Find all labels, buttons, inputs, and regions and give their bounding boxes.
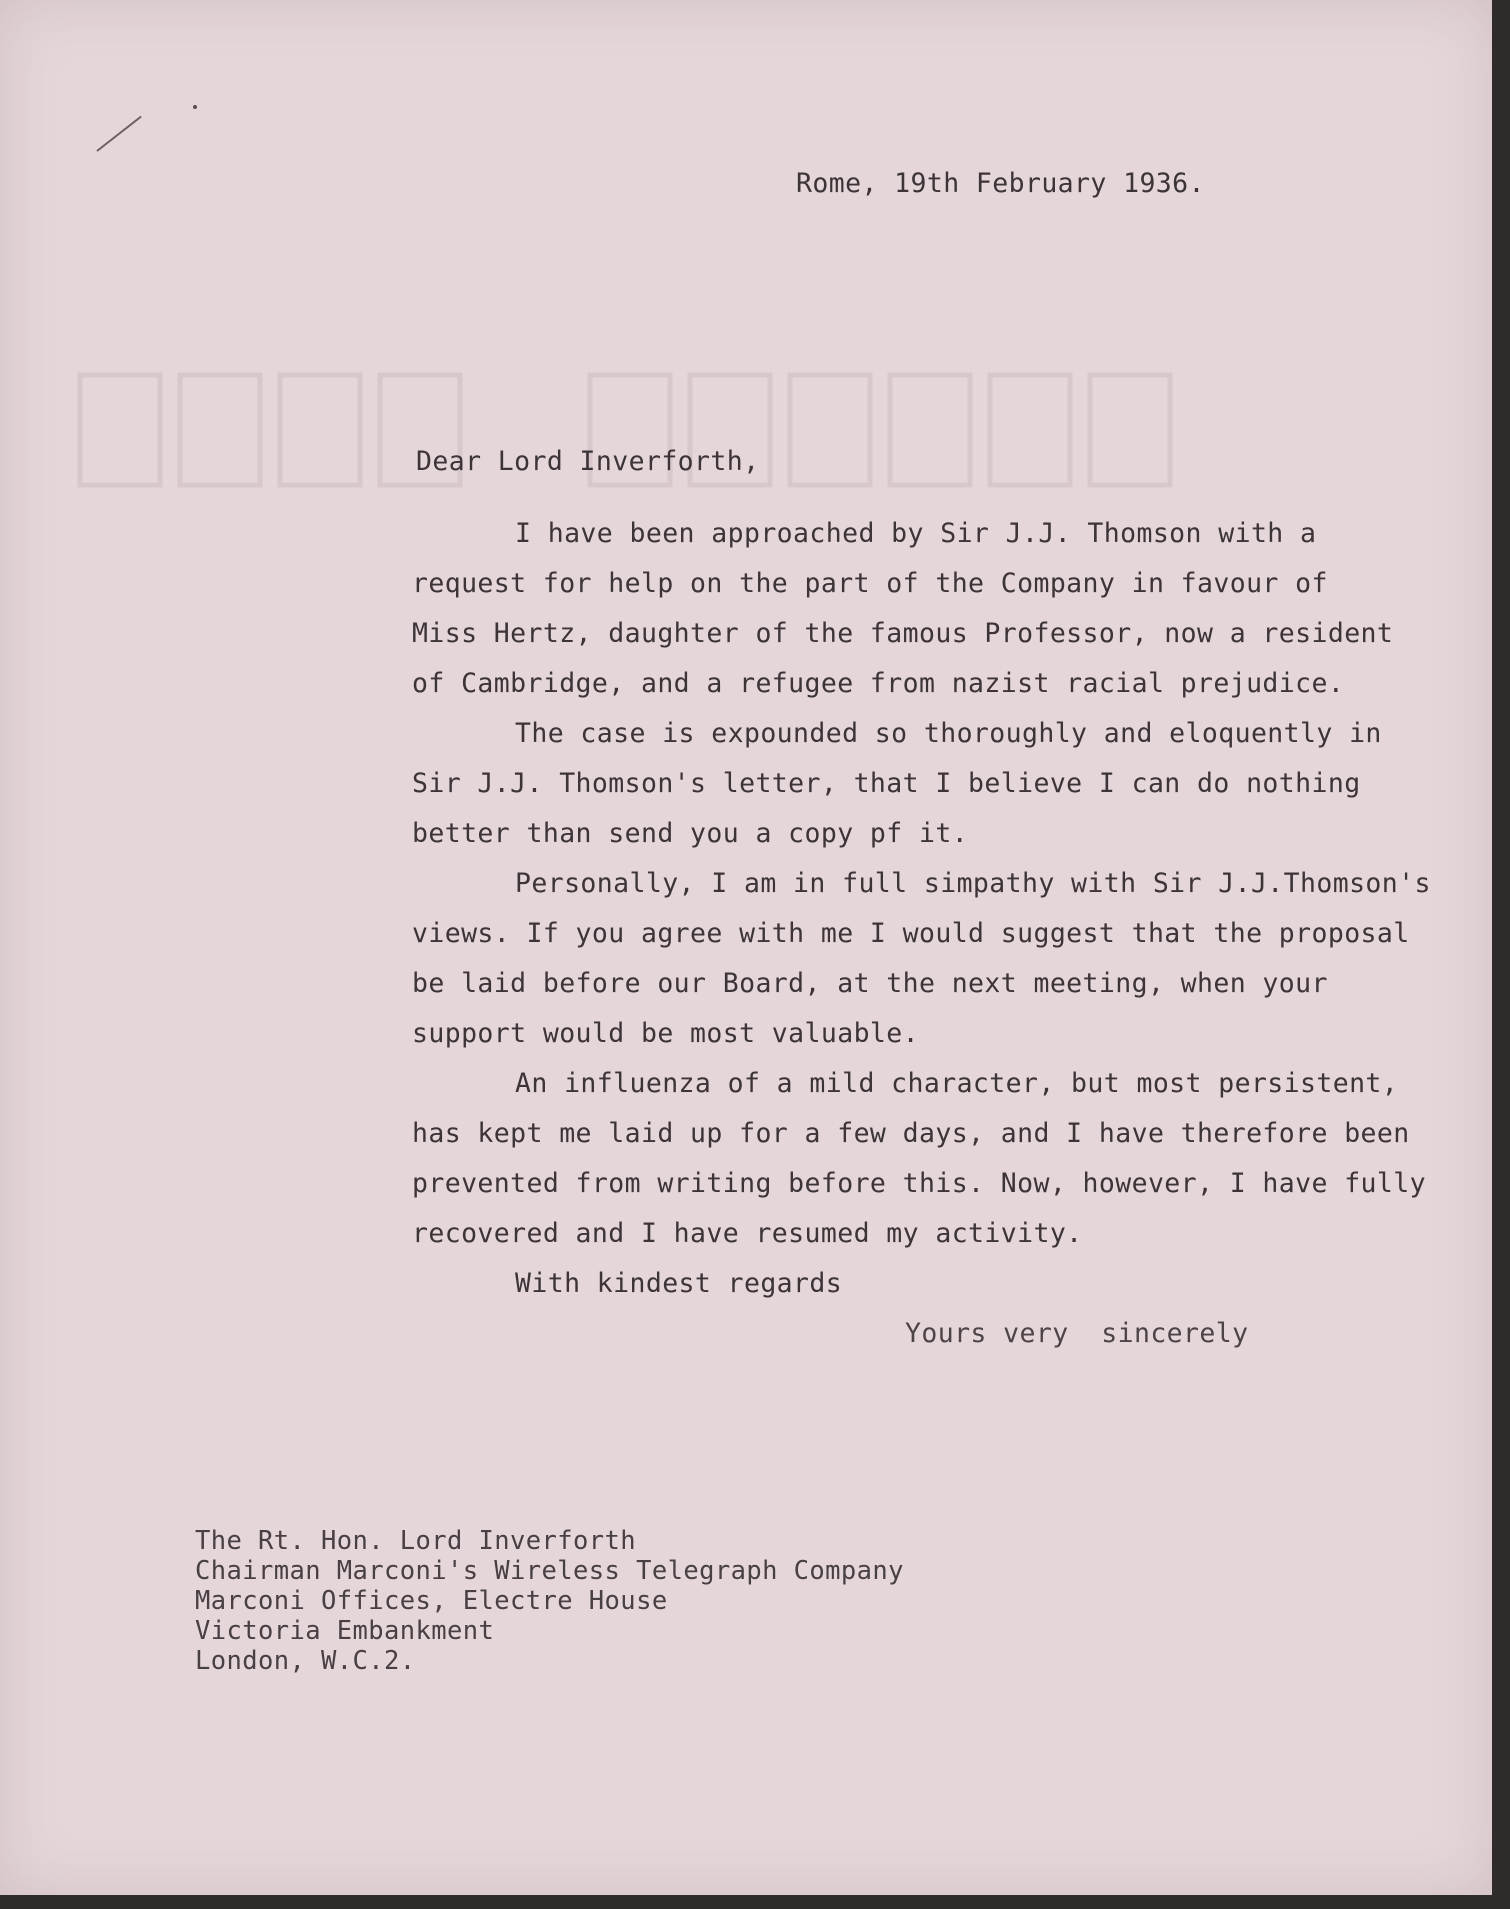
body-line: The case is expounded so thoroughly and eloquently in — [515, 718, 1382, 749]
pencil-mark — [96, 116, 141, 152]
address-line: London, W.C.2. — [195, 1646, 416, 1676]
body-line: With kindest regards — [515, 1268, 843, 1299]
scan-border-right — [1492, 0, 1510, 1909]
body-line: Personally, I am in full simpathy with Sir J.J.Thomson's — [515, 868, 1431, 899]
address-line: Marconi Offices, Electre House — [195, 1586, 668, 1616]
scan-border-bottom — [0, 1895, 1510, 1909]
body-line: An influenza of a mild character, but most persistent, — [515, 1068, 1399, 1099]
body-line: Miss Hertz, daughter of the famous Professor, now a resident — [412, 618, 1394, 649]
body-line: I have been approached by Sir J.J. Thomson with a — [515, 518, 1317, 549]
body-line: better than send you a copy pf it. — [412, 818, 969, 849]
body-line: recovered and I have resumed my activity. — [412, 1218, 1083, 1249]
address-line: Chairman Marconi's Wireless Telegraph Company — [195, 1556, 904, 1586]
body-line: support would be most valuable. — [412, 1018, 919, 1049]
address-line: Victoria Embankment — [195, 1616, 495, 1646]
address-line: The Rt. Hon. Lord Inverforth — [195, 1526, 637, 1556]
body-line: views. If you agree with me I would suggest that the proposal — [412, 918, 1410, 949]
body-line: be laid before our Board, at the next meeting, when your — [412, 968, 1328, 999]
body-line: has kept me laid up for a few days, and I have therefore been — [412, 1118, 1410, 1149]
body-line: request for help on the part of the Company in favour of — [412, 568, 1328, 599]
body-line: of Cambridge, and a refugee from nazist racial prejudice. — [412, 668, 1345, 699]
body-line: Sir J.J. Thomson's letter, that I believe I can do nothing — [412, 768, 1361, 799]
closing: Yours very sincerely — [905, 1318, 1249, 1349]
letter-date: Rome, 19th February 1936. — [796, 168, 1205, 199]
body-line: prevented from writing before this. Now, however, I have fully — [412, 1168, 1426, 1199]
ink-dot — [193, 105, 197, 109]
salutation: Dear Lord Inverforth, — [416, 446, 760, 477]
